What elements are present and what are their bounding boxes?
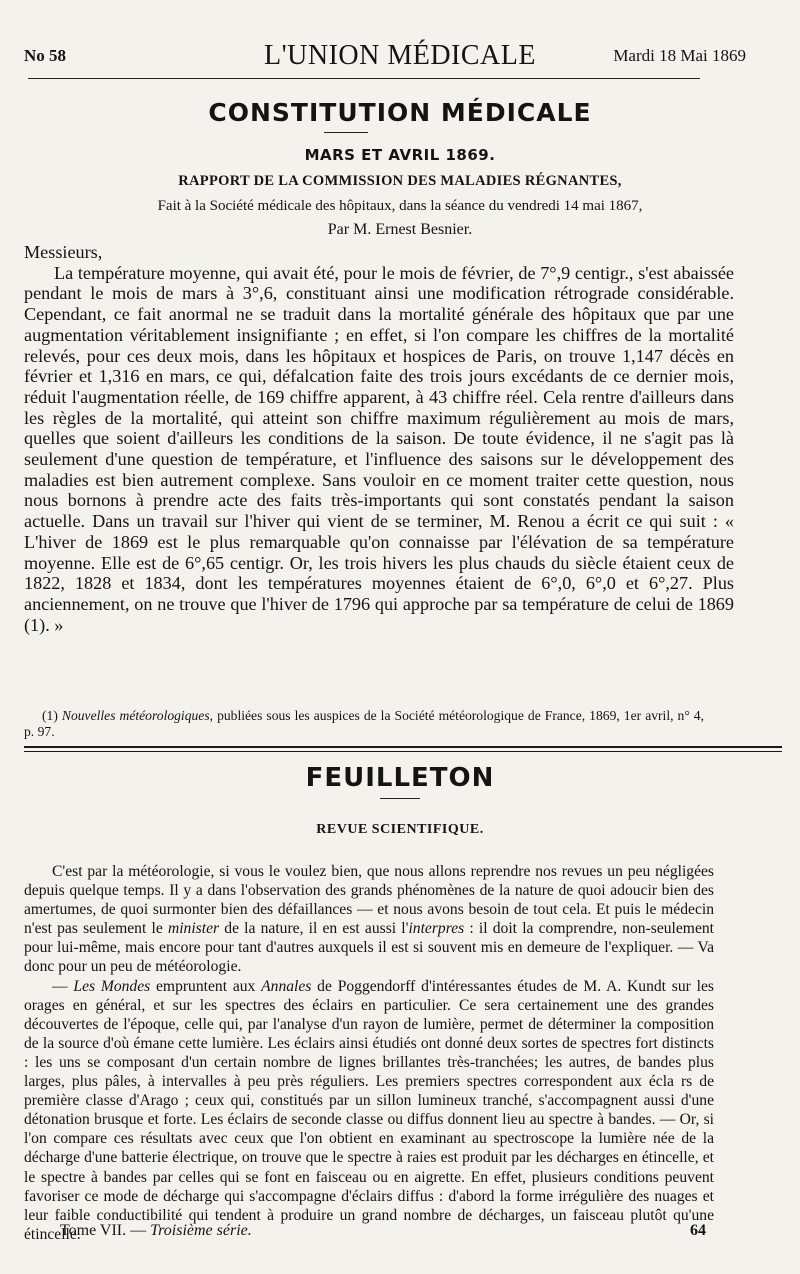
title-rule bbox=[324, 132, 368, 133]
footnote bbox=[24, 708, 704, 740]
issue-date: Mardi 18 Mai 1869 bbox=[613, 46, 746, 65]
feuilleton-subtitle: REVUE SCIENTIFIQUE. bbox=[316, 822, 484, 837]
header-rule bbox=[28, 78, 700, 79]
report-context: Fait à la Société médicale des hôpitaux, dans la séance du vendredi 14 mai 1867, bbox=[157, 198, 643, 214]
section-divider bbox=[24, 746, 782, 752]
page-number: 64 bbox=[690, 1222, 706, 1239]
section-title-feuilleton: FEUILLETON bbox=[305, 763, 495, 793]
tome-label: Tome VII. — Troisième série. bbox=[60, 1222, 252, 1239]
footnote-mark: (1) bbox=[42, 708, 58, 723]
journal-title: L'UNION MÉDICALE bbox=[263, 40, 536, 71]
page-footer bbox=[60, 1222, 740, 1246]
constitution-body bbox=[24, 242, 734, 635]
feuilleton-paragraph-1: C'est par la météorologie, si vous le voulez bien, que nous allons reprendre nos revues un peu négligées depuis quelque temps. Il y a dans l'observation des grands phénomènes de la nature de quoi adoucir bien des amertumes, de quoi surmonter bien des défaillances — et nous avons besoin de tout cela. Et puis le médecin n'est pas seulement le minister de la nature, il en est aussi l'interpres : il doit la comprendre, non-seulement pour lui-même, mais encore pour tant d'autres auxquels il est si souvent mis en demeure de l'expliquer. — Va donc pour un peu de météorologie. bbox=[24, 863, 714, 976]
feuilleton-body bbox=[24, 862, 714, 1244]
report-author: Par M. Ernest Besnier. bbox=[327, 221, 473, 238]
footnote-text: , publiées sous les auspices de la Société météorologique de France, 1869, 1er avril, n° 4, p. 97. bbox=[24, 708, 704, 739]
issue-number: No 58 bbox=[24, 46, 67, 65]
feuilleton-rule bbox=[380, 798, 420, 799]
section-subtitle-date: MARS ET AVRIL 1869. bbox=[304, 146, 496, 164]
footnote-source: Nouvelles météorologiques bbox=[61, 708, 210, 723]
salutation: Messieurs, bbox=[24, 242, 103, 262]
constitution-paragraph: La température moyenne, qui avait été, pour le mois de février, de 7°,9 centigr., s'est abaissée pendant le mois de mars à 3°,6, constituant ainsi une modification rétrograde considérable. Cependant, ce fait anormal ne se traduit dans la mortalité générale des hôpitaux que par une augmentation véritablement insignifiante ; en effet, si l'on compare les chiffres de la mortalité relevés, pour ces deux mois, dans les hôpitaux et hospices de Paris, on trouve 1,147 décès en février et 1,316 en mars, ce qui, défalcation faite des trois jours excédants de ce dernier mois, réduit l'augmentation réelle, de 169 chiffre apparent, à 43 chiffre réel. Cela rentre d'ailleurs dans les règles de la mortalité, qui atteint son chiffre maximum régulièrement au mois de mars, quelles que soient d'ailleurs les conditions de la saison. De toute évidence, il ne s'agit pas là seulement d'une question de température, et l'influence des saisons sur le développement des maladies est bien autrement complexe. Sans vouloir en ce moment traiter cette question, nous nous bornons à prendre acte des faits très-importants qui sont constatés pendant la saison actuelle. Dans un travail sur l'hiver qui vient de se terminer, M. Renou a écrit ce qui suit : « L'hiver de 1869 est le plus remarquable qu'on connaisse par l'élévation de sa température moyenne. Elle est de 6°,65 centigr. Or, les trois hivers les plus chauds du siècle étaient ceux de 1822, 1828 et 1834, dont les températures moyennes étaient de 6°,0, 6°,0 et 6°,27. Plus anciennement, on ne trouve que l'hiver de 1796 qui approche par sa température de celui de 1869 (1). » bbox=[24, 262, 734, 635]
page-header bbox=[24, 38, 776, 72]
section-title-constitution: CONSTITUTION MÉDICALE bbox=[208, 98, 592, 127]
report-heading: RAPPORT DE LA COMMISSION DES MALADIES RÉGNANTES, bbox=[178, 173, 622, 189]
feuilleton-paragraph-2: — Les Mondes empruntent aux Annales de Poggendorff d'intéressantes études de M. A. Kundt sur les orages en général, et sur les spectres des éclairs en particulier. Ce sera certainement une des grandes découvertes de l'époque, celle qui, par l'analyse d'un rayon de lumière, permet de déterminer la composition de la source d'où émane cette lumière. Les éclairs ainsi étudiés ont donné deux sortes de spectres fort distincts : les uns se composant d'un certain nombre de lignes brillantes très-tranchées; les autres, de bandes plus larges, plus pâles, à intervalles à peu près réguliers. Les premiers spectres correspondent aux écla rs de première classe d'Arago ; ceux qui, constitués par un sillon lumineux tranché, s'accompagnent aussi d'une détonation brusque et forte. Les éclairs de seconde classe ou diffus donnent lieu au spectre à bandes. — Or, si l'on compare ces résultats avec ceux que l'on obtient en examinant au spectroscope la lumière née de la décharge d'une batterie électrique, on trouve que le spectre à raies est produit par les décharges en étincelle, et le spectre à bandes par celles qui se font en faisceau ou en aigrette. En effet, plusieurs conditions peuvent favoriser ce mode de décharge qui s'accompagne d'éclairs diffus : d'abord la forme irrégulière des nuages et leur faible conductibilité qui tendent à produire un grand nombre de décharges, un faisceau plutôt qu'une étincelle. bbox=[24, 977, 714, 1243]
